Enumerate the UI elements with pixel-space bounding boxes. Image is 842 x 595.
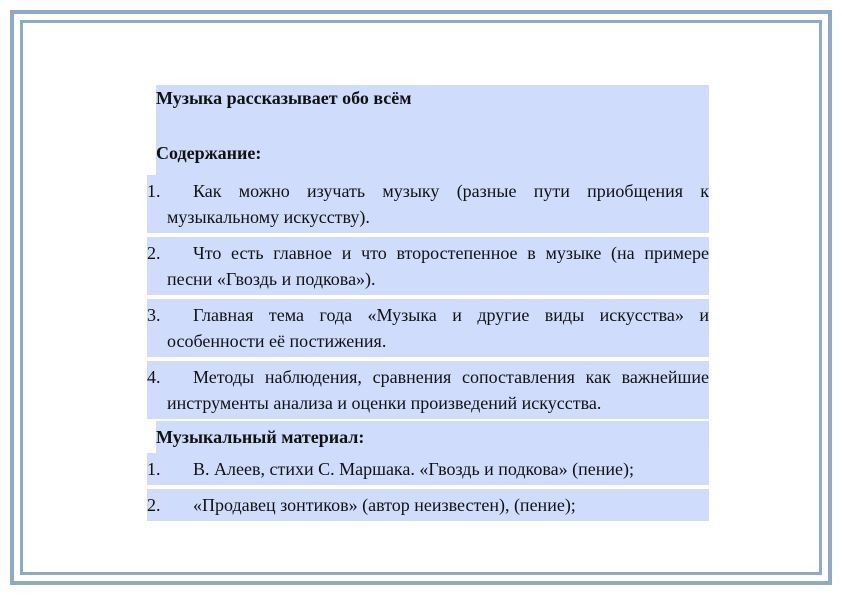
list-item (147, 237, 709, 295)
list-item-text: «Продавец зонтиков» (автор неизвестен), (пение); (193, 495, 576, 515)
material-section (147, 421, 709, 521)
list-item-number: 1. (147, 181, 161, 201)
list-item-text: Что есть главное и что второстепенное в музыке (на примере песни «Гвоздь и подкова»). (167, 243, 709, 289)
list-item (147, 489, 709, 521)
material-list (147, 453, 709, 521)
list-item-text: Главная тема года «Музыка и другие виды искусства» и особенности её постижения. (167, 305, 709, 351)
list-item-number: 2. (147, 495, 161, 515)
contents-list (147, 175, 709, 419)
slide-title: Музыка рассказывает обо всём (156, 88, 412, 108)
title-block (156, 85, 709, 175)
list-item (147, 453, 709, 485)
list-item-number: 1. (147, 459, 161, 479)
list-item (147, 299, 709, 357)
list-item (147, 175, 709, 233)
list-item-text: Методы наблюдения, сравнения сопоставления как важнейшие инструменты анализа и оценки произведений искусства. (167, 367, 709, 413)
list-item (147, 361, 709, 419)
list-item-number: 4. (147, 367, 161, 387)
list-item-number: 3. (147, 305, 161, 325)
list-item-text: В. Алеев, стихи С. Маршака. «Гвоздь и подкова» (пение); (193, 459, 634, 479)
material-heading: Музыкальный материал: (156, 421, 709, 453)
slide-content (147, 85, 709, 521)
contents-heading: Содержание: (156, 143, 262, 163)
list-item-number: 2. (147, 243, 161, 263)
list-item-text: Как можно изучать музыку (разные пути приобщения к музыкальному искусству). (167, 181, 709, 227)
